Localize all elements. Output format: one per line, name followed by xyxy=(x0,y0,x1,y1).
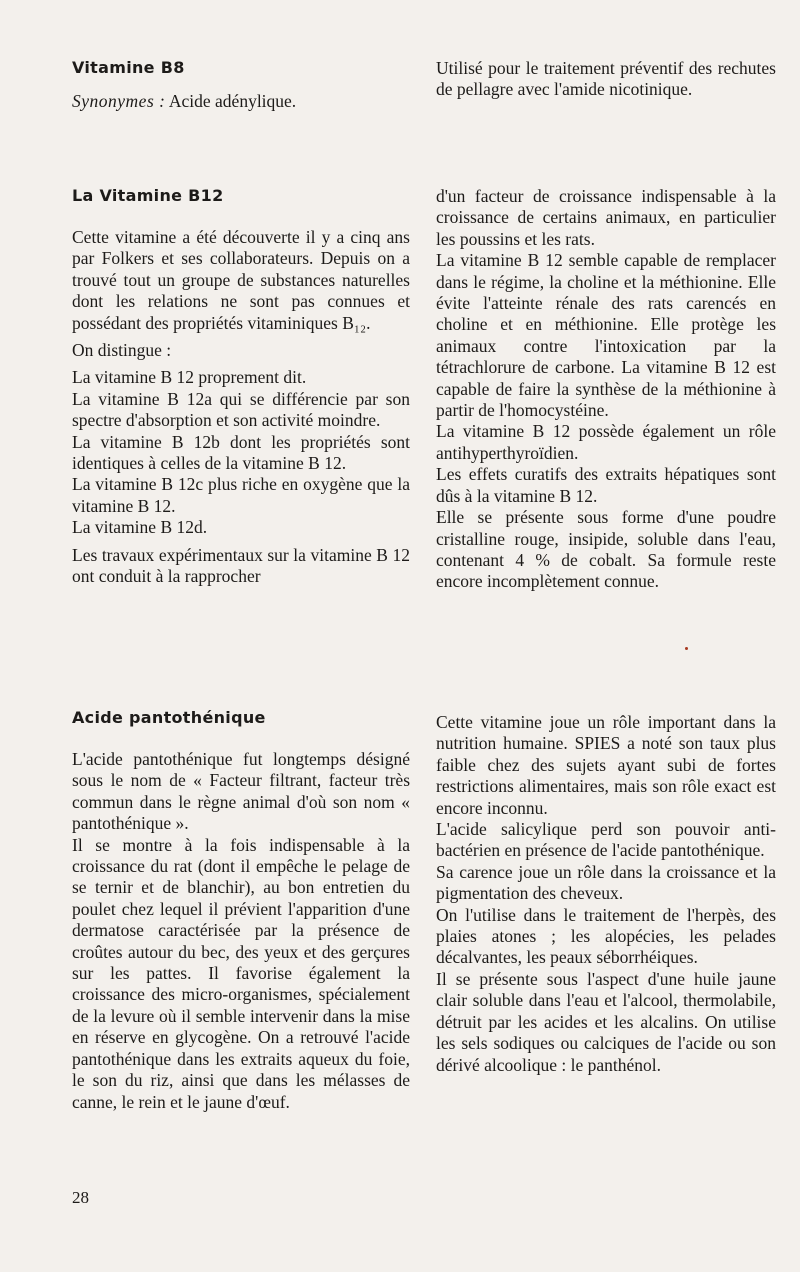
panto-left-text xyxy=(72,749,410,1113)
paragraph: Il se présente sous l'aspect d'une huile jaune clair soluble dans l'eau et l'alcool, thermolabile, détruit par les acides et les alcalins. On utilise les sels sodiques ou calciques de l'acide ou son dérivé alcoolique : le panthénol. xyxy=(436,968,776,1075)
paragraph: Les effets curatifs des extraits hépatiques sont dûs à la vitamine B 12. xyxy=(436,464,776,506)
b8-heading: Vitamine B8 xyxy=(72,58,185,77)
b8-section xyxy=(72,58,410,112)
b8-synonyms xyxy=(72,91,410,112)
paragraph: La vitamine B 12 semble capable de remplacer dans le régime, la choline et la méthionine. Elle évite l'atteinte rénale des rats carencés en choline et en méthionine. Elle protège les animaux contre l'intoxication par la tétrachlorure de carbone. La vitamine B 12 est capable de faire la synthèse de la méthionine à partir de l'homocystéine. xyxy=(436,250,776,421)
paragraph: Cette vitamine a été découverte il y a cinq ans par Folkers et ses collaborateurs. Depuis on a trouvé tout un groupe de substances naturelles dont les relations ne sont pas connues et possédant des propriétés vitaminiques B₁₂. xyxy=(72,227,410,333)
synonyms-value: Acide adénylique. xyxy=(168,91,297,111)
paragraph: On distingue : xyxy=(72,340,172,361)
paragraph: La vitamine B 12 proprement dit. xyxy=(72,367,307,388)
paragraph: La vitamine B 12a qui se différencie par son spectre d'absorption et son activité moindre. xyxy=(72,388,410,431)
paragraph: Il se montre à la fois indispensable à la croissance du rat (dont il empêche le pelage de se ternir et de blanchir), au bon entretien du poulet chez lequel il prévient l'apparition d'une dermatose caractérisée par la présence de croûtes autour du bec, des yeux et des gerçures sur les pattes. Il favorise également la croissance des micro-organismes, spécialement de la levure où il semble intervenir dans la mise en réserve en glycogène. On a retrouvé l'acide pantothénique dans les extraits aqueux du foie, le son du riz, ainsi que dans les mélasses de canne, le rein et le jaune d'œuf. xyxy=(72,834,410,1112)
paragraph: La vitamine B 12c plus riche en oxygène que la vitamine B 12. xyxy=(72,474,410,516)
ink-dot xyxy=(685,647,688,650)
panto-heading: Acide pantothénique xyxy=(72,708,266,727)
paragraph: d'un facteur de croissance indispensable à la croissance de certains animaux, en particulier les poussins et les rats. xyxy=(436,186,776,249)
paragraph: L'acide salicylique perd son pouvoir anti-bactérien en présence de l'acide pantothénique. xyxy=(436,819,776,861)
paragraph: La vitamine B 12 possède également un rôle antihyperthyroïdien. xyxy=(436,421,776,463)
paragraph: Elle se présente sous forme d'une poudre cristalline rouge, insipide, soluble dans l'eau, contenant 4 % de cobalt. Sa formule reste encore incomplètement connue. xyxy=(436,507,776,592)
paragraph: Utilisé pour le traitement préventif des rechutes de pellagre avec l'amide nicotinique. xyxy=(436,58,776,100)
b12-right-text xyxy=(436,186,776,593)
paragraph: La vitamine B 12d. xyxy=(72,517,208,538)
synonyms-label: Synonymes : xyxy=(72,91,166,111)
b8-right-text xyxy=(436,58,776,107)
page-number: 28 xyxy=(72,1188,89,1207)
paragraph: Les travaux expérimentaux sur la vitamine B 12 ont conduit à la rapprocher xyxy=(72,544,410,587)
b12-left-text xyxy=(72,227,410,588)
paragraph: La vitamine B 12b dont les propriétés sont identiques à celles de la vitamine B 12. xyxy=(72,431,410,474)
b12-left-column xyxy=(72,186,410,594)
b12-heading: La Vitamine B12 xyxy=(72,186,224,205)
paragraph: On l'utilise dans le traitement de l'herpès, des plaies atones ; les alopécies, les pelades décalvantes, les peaux séborrhéiques. xyxy=(436,904,776,968)
paragraph: L'acide pantothénique fut longtemps désigné sous le nom de « Facteur filtrant, facteur très commun dans le règne animal d'où son nom « pantothénique ». xyxy=(72,749,410,834)
panto-right-text xyxy=(436,712,776,1076)
paragraph: Cette vitamine joue un rôle important dans la nutrition humaine. SPIES a noté son taux plus faible chez des sujets ayant subi de fortes restrictions alimentaires, mais son rôle exact est encore inconnu. xyxy=(436,712,776,818)
panto-left-column xyxy=(72,708,410,1113)
paragraph: Sa carence joue un rôle dans la croissance et la pigmentation des cheveux. xyxy=(436,861,776,904)
